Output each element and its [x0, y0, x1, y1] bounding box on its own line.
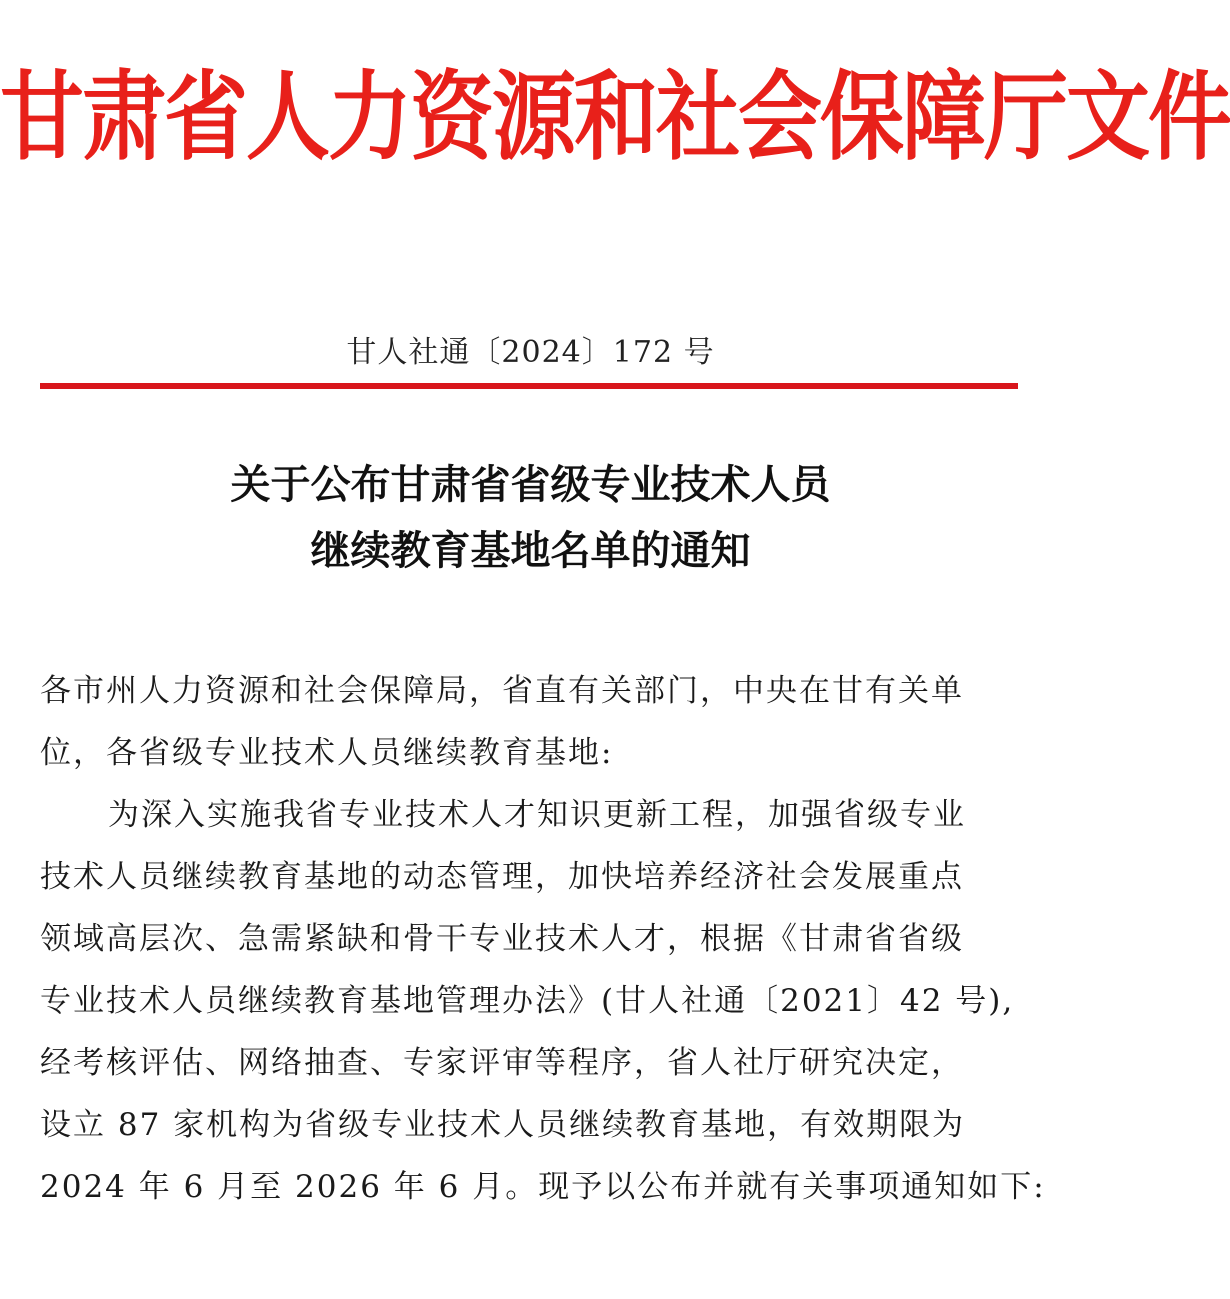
paragraph-line-3: 领域高层次、急需紧缺和骨干专业技术人才，根据《甘肃省省级: [40, 921, 964, 957]
paragraph-line-7: 2024 年 6 月至 2026 年 6 月。现予以公布并就有关事项通知如下:: [40, 1169, 1046, 1205]
addressee-line-1: 各市州人力资源和社会保障局，省直有关部门，中央在甘有关单: [40, 673, 964, 709]
notice-title-line-2: 继续教育基地名单的通知: [310, 528, 751, 574]
notice-title-line-1: 关于公布甘肃省省级专业技术人员: [230, 462, 831, 508]
notice-title: [0, 452, 1061, 584]
red-separator-rule: [40, 383, 1018, 389]
paragraph-line-2: 技术人员继续教育基地的动态管理，加快培养经济社会发展重点: [40, 859, 964, 895]
notice-body: [40, 660, 1046, 1218]
paragraph-line-5: 经考核评估、网络抽查、专家评审等程序，省人社厅研究决定，: [40, 1045, 964, 1081]
paragraph-line-1: 为深入实施我省专业技术人才知识更新工程，加强省级专业: [108, 797, 966, 833]
masthead-title: 甘肃省人力资源和社会保障厅文件: [0, 59, 1230, 174]
paragraph-line-6: 设立 87 家机构为省级专业技术人员继续教育基地，有效期限为: [40, 1107, 966, 1143]
paragraph-line-4: 专业技术人员继续教育基地管理办法》(甘人社通〔2021〕42 号),: [40, 983, 1015, 1019]
addressee-line-2: 位，各省级专业技术人员继续教育基地:: [40, 735, 614, 771]
document-number: 甘人社通〔2024〕172 号: [346, 335, 715, 370]
